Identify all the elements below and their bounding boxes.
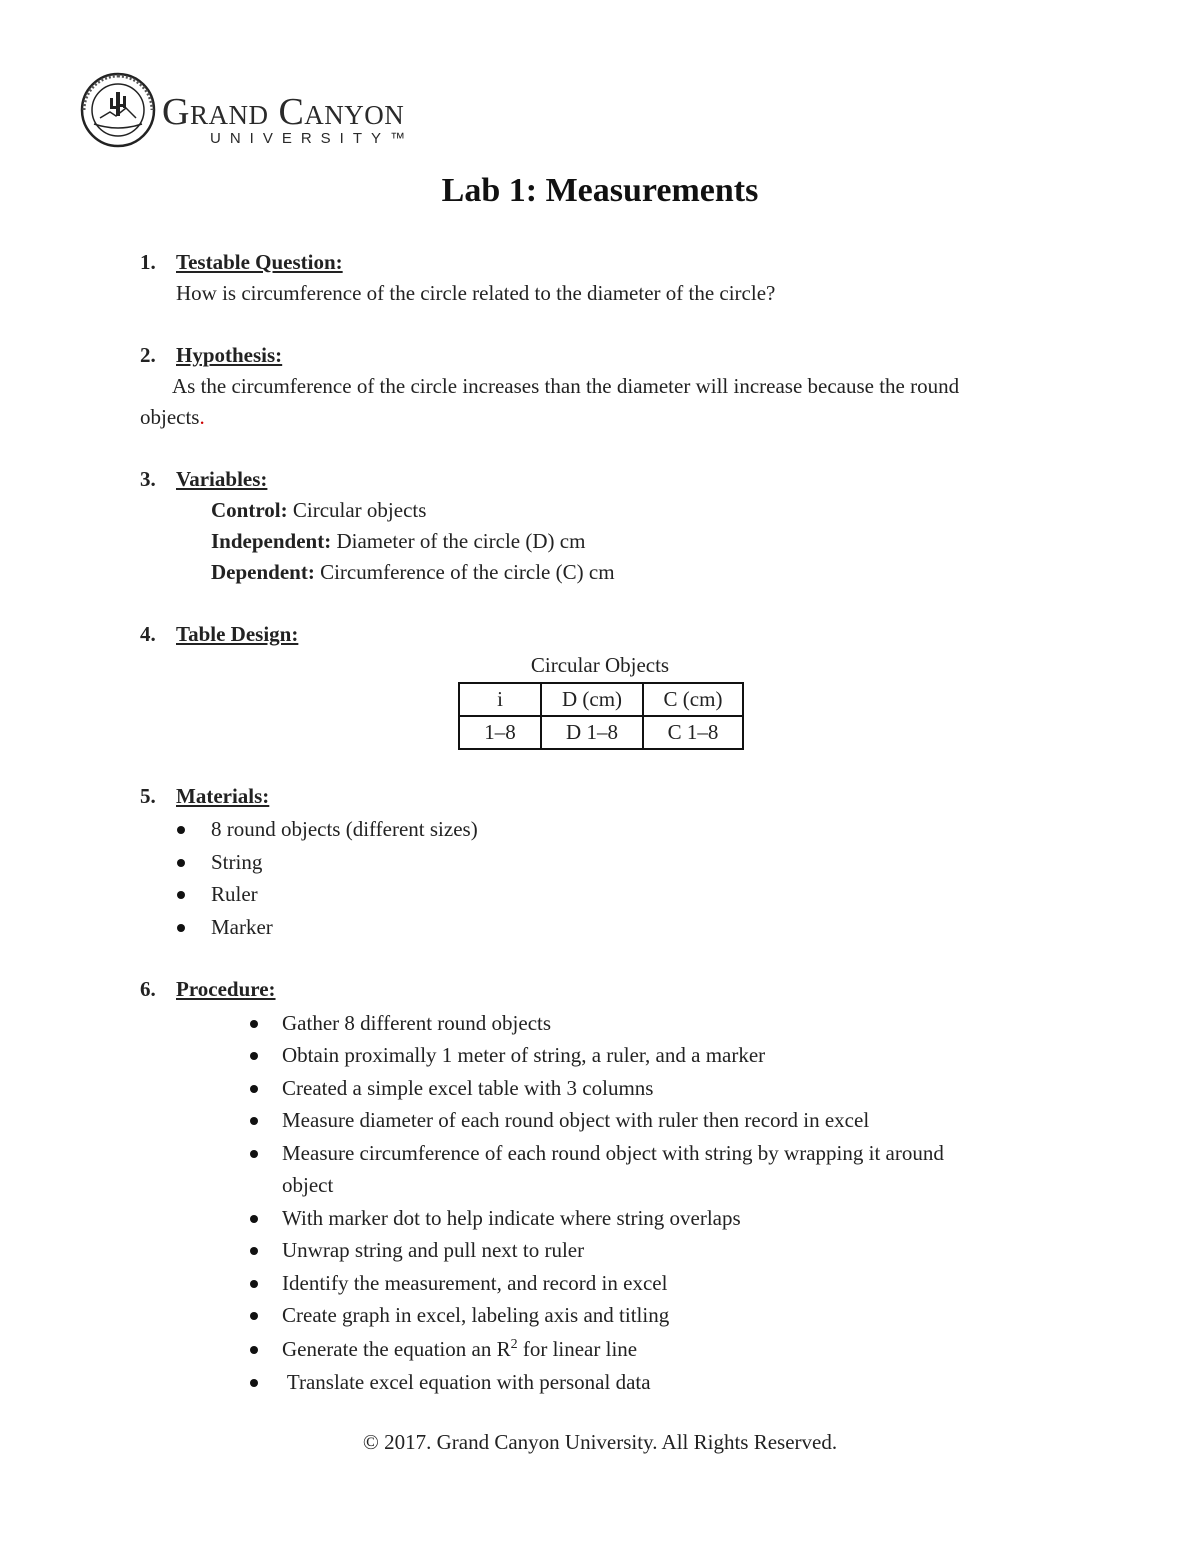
- bullet-icon: [250, 1379, 258, 1387]
- procedure-step: With marker dot to help indicate where string overlaps: [282, 1206, 741, 1230]
- bullet-icon: [250, 1052, 258, 1060]
- bullet-icon: [250, 1247, 258, 1255]
- document-title: Lab 1: Measurements: [441, 172, 759, 209]
- data-table: [458, 682, 744, 750]
- hypothesis-text-line1: As the circumference of the circle increases than the diameter will increase because the round: [172, 374, 960, 398]
- procedure-step: Generate the equation an $R^2$ for linear line: [282, 1337, 638, 1361]
- bullet-icon: [250, 1117, 258, 1125]
- procedure-step: Created a simple excel table with 3 columns: [282, 1076, 654, 1100]
- bullet-icon: [250, 1280, 258, 1288]
- testable-question-text: How is circumference of the circle related to the diameter of the circle?: [176, 281, 776, 305]
- materials-item: Ruler: [211, 882, 258, 906]
- control-variable: Control: Circular objects: [211, 498, 427, 522]
- bullet-icon: [250, 1020, 258, 1028]
- section-number: 5.: [140, 784, 156, 808]
- procedure-step: Gather 8 different round objects: [282, 1011, 552, 1035]
- bullet-icon: [250, 1312, 258, 1320]
- logo-name-line2: UNIVERSITY™: [210, 130, 415, 147]
- bullet-icon: [250, 1085, 258, 1093]
- university-seal-icon: [80, 72, 156, 148]
- table-caption: Circular Objects: [530, 653, 670, 677]
- bullet-icon: [250, 1346, 258, 1354]
- bullet-icon: [177, 826, 185, 834]
- materials-heading: Materials:: [176, 784, 270, 808]
- bullet-icon: [177, 891, 185, 899]
- hypothesis-text-line2: objects.: [140, 405, 205, 429]
- table-header-cell: i: [459, 683, 541, 716]
- variables-heading: Variables:: [176, 467, 268, 491]
- procedure-heading: Procedure:: [176, 977, 276, 1001]
- bullet-icon: [177, 859, 185, 867]
- table-row: [459, 716, 743, 749]
- section-number: 6.: [140, 977, 156, 1001]
- table-design-heading: Table Design:: [176, 622, 299, 646]
- section-number: 2.: [140, 343, 156, 367]
- materials-item: Marker: [211, 915, 273, 939]
- bullet-icon: [177, 924, 185, 932]
- materials-item: 8 round objects (different sizes): [211, 817, 478, 841]
- section-number: 3.: [140, 467, 156, 491]
- bullet-icon: [250, 1150, 258, 1158]
- table-header-row: [459, 683, 743, 716]
- bullet-icon: [250, 1215, 258, 1223]
- hypothesis-heading: Hypothesis:: [176, 343, 283, 367]
- independent-variable: Independent: Diameter of the circle (D) cm: [211, 529, 586, 553]
- section-number: 4.: [140, 622, 156, 646]
- procedure-step: Unwrap string and pull next to ruler: [282, 1238, 585, 1262]
- copyright-footer: © 2017. Grand Canyon University. All Rights Reserved.: [362, 1430, 838, 1454]
- table-cell: 1–8: [459, 716, 541, 749]
- procedure-step: Measure circumference of each round object with string by wrapping it around: [282, 1141, 944, 1165]
- procedure-step: Measure diameter of each round object with ruler then record in excel: [282, 1108, 870, 1132]
- table-header-cell: D (cm): [541, 683, 643, 716]
- procedure-step: Obtain proximally 1 meter of string, a ruler, and a marker: [282, 1043, 766, 1067]
- dependent-variable: Dependent: Circumference of the circle (C) cm: [211, 560, 615, 584]
- university-logo: [80, 72, 440, 152]
- materials-item: String: [211, 850, 263, 874]
- section-number: 1.: [140, 250, 156, 274]
- procedure-step: Translate excel equation with personal data: [282, 1370, 651, 1394]
- table-header-cell: C (cm): [643, 683, 743, 716]
- testable-question-heading: Testable Question:: [176, 250, 343, 274]
- procedure-step: Identify the measurement, and record in excel: [282, 1271, 668, 1295]
- procedure-step-continuation: object: [282, 1173, 334, 1197]
- table-cell: C 1–8: [643, 716, 743, 749]
- procedure-step: Create graph in excel, labeling axis and titling: [282, 1303, 670, 1327]
- table-cell: D 1–8: [541, 716, 643, 749]
- logo-name-line1: Grand Canyon: [162, 91, 405, 133]
